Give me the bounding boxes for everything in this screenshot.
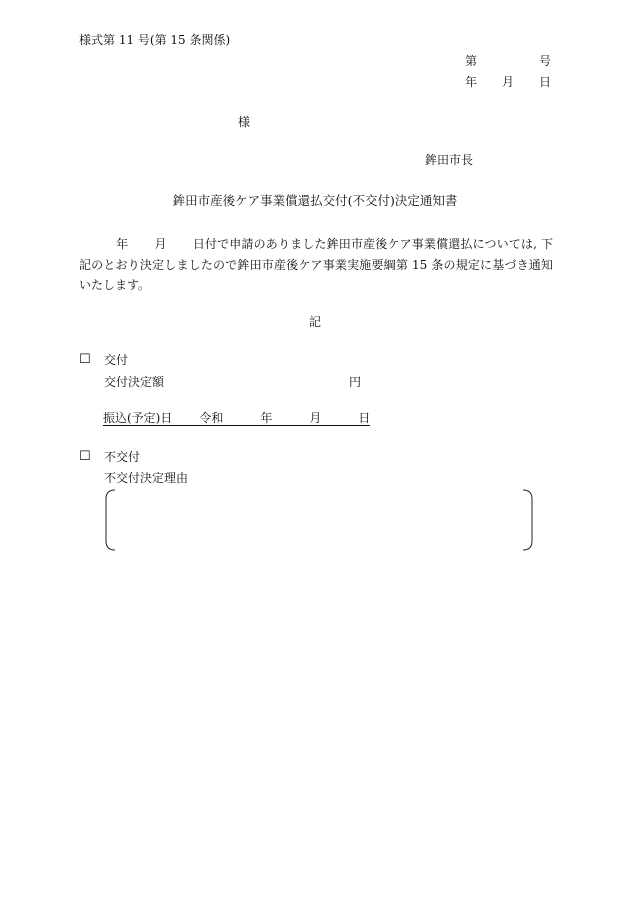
- document-number-prefix: 第: [465, 54, 478, 68]
- issue-date-month: 月: [502, 75, 515, 89]
- body-year: 年: [116, 237, 129, 251]
- issue-date-year: 年: [465, 75, 478, 89]
- transfer-era: 令和: [199, 411, 224, 425]
- transfer-date-line: [103, 412, 370, 426]
- reason-bracket-left: [106, 490, 115, 550]
- grant-amount-yen: 円: [349, 375, 362, 389]
- grant-amount-label: 交付決定額: [104, 375, 165, 389]
- issuer-name: 鉾田市長: [425, 153, 474, 167]
- reason-bracket-right: [523, 490, 532, 550]
- grant-checkbox[interactable]: ☐: [79, 352, 91, 367]
- non-grant-reason-label: 不交付決定理由: [104, 471, 189, 485]
- non-grant-option-label: 不交付: [104, 450, 141, 464]
- ki-heading: 記: [309, 315, 322, 329]
- non-grant-checkbox[interactable]: ☐: [79, 449, 91, 464]
- body-paragraph: [79, 234, 553, 296]
- issue-date-day: 日: [539, 75, 552, 89]
- transfer-day: 日: [358, 411, 371, 425]
- form-number: 様式第 11 号(第 15 条関係): [79, 33, 231, 47]
- body-month: 月: [154, 237, 167, 251]
- document-title: 鉾田市産後ケア事業償還払交付(不交付)決定通知書: [172, 193, 458, 208]
- recipient-honorific: 様: [238, 115, 251, 129]
- body-text: 日付で申請のありました鉾田市産後ケア事業償還払については, 下記のとおり決定しましたので鉾田市産後ケア事業実施要綱第 15 条の規定に基づき通知いたします。: [79, 237, 553, 292]
- document-number-suffix: 号: [539, 54, 552, 68]
- transfer-year: 年: [260, 411, 273, 425]
- transfer-month: 月: [309, 411, 322, 425]
- transfer-date-label: 振込(予定)日: [103, 411, 173, 425]
- reason-bracket: [103, 489, 535, 551]
- grant-option-label: 交付: [104, 353, 129, 367]
